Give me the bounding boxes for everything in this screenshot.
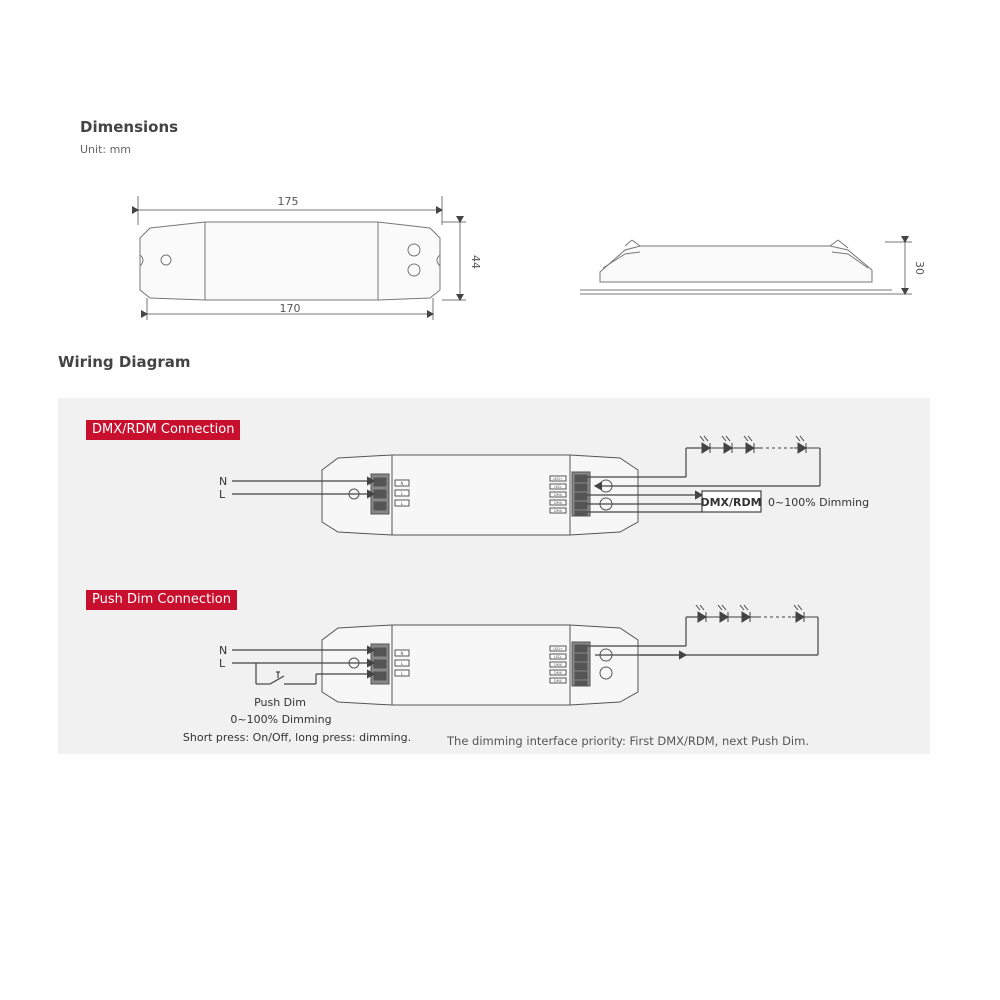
press-note: Short press: On/Off, long press: dimming. [182,731,412,744]
push-dim-connection-tag: Push Dim Connection [86,590,237,610]
width-label: 44 [469,255,482,269]
body-length-label: 170 [279,302,301,315]
wiring-title: Wiring Diagram [58,353,191,371]
push-dimming-label: 0~100% Dimming [230,713,332,726]
dmx-controller-label: DMX/RDM [700,496,762,509]
push-led-string [696,605,818,622]
dmx-out-terminal-1: LED+ [553,477,563,481]
push-dim-label: Push Dim [254,696,306,709]
push-out-terminal-2: LED- [553,655,563,659]
unit-label: Unit: mm [80,143,132,156]
dmx-in-terminal-3: L [400,501,404,506]
push-out-terminal-5: DMX [553,679,563,683]
height-label: 30 [913,261,926,275]
priority-note: The dimming interface priority: First DMX/RDM, next Push Dim. [447,734,809,748]
dimensions-title: Dimensions [80,118,179,136]
dmx-in-terminal-2: L [400,491,404,496]
dmx-out-terminal-5: DMX [553,509,563,513]
side-view-drawing [580,240,912,294]
dmx-led-string [700,436,820,453]
dmx-out-terminal-4: DMX [553,501,563,505]
overall-length-label: 175 [277,195,299,208]
push-l-label: L [219,657,226,670]
top-view-drawing [138,196,466,320]
dmx-l-label: L [219,488,226,501]
push-driver [322,625,638,705]
dmx-n-label: N [219,475,228,488]
dmx-dimming-label: 0~100% Dimming [768,496,870,509]
push-in-terminal-1: N [400,651,404,656]
dmx-out-terminal-3: DMX [553,493,563,497]
push-n-label: N [219,644,228,657]
dmx-connection-tag: DMX/RDM Connection [86,420,240,440]
dmx-in-terminal-1: N [400,481,404,486]
dmx-out-terminal-2: LED- [553,485,563,489]
push-in-terminal-3: L [400,671,404,676]
push-in-terminal-2: L [400,661,404,666]
push-out-terminal-3: DMX [553,663,563,667]
push-out-terminal-1: LED+ [553,647,563,651]
push-out-terminal-4: DMX [553,671,563,675]
